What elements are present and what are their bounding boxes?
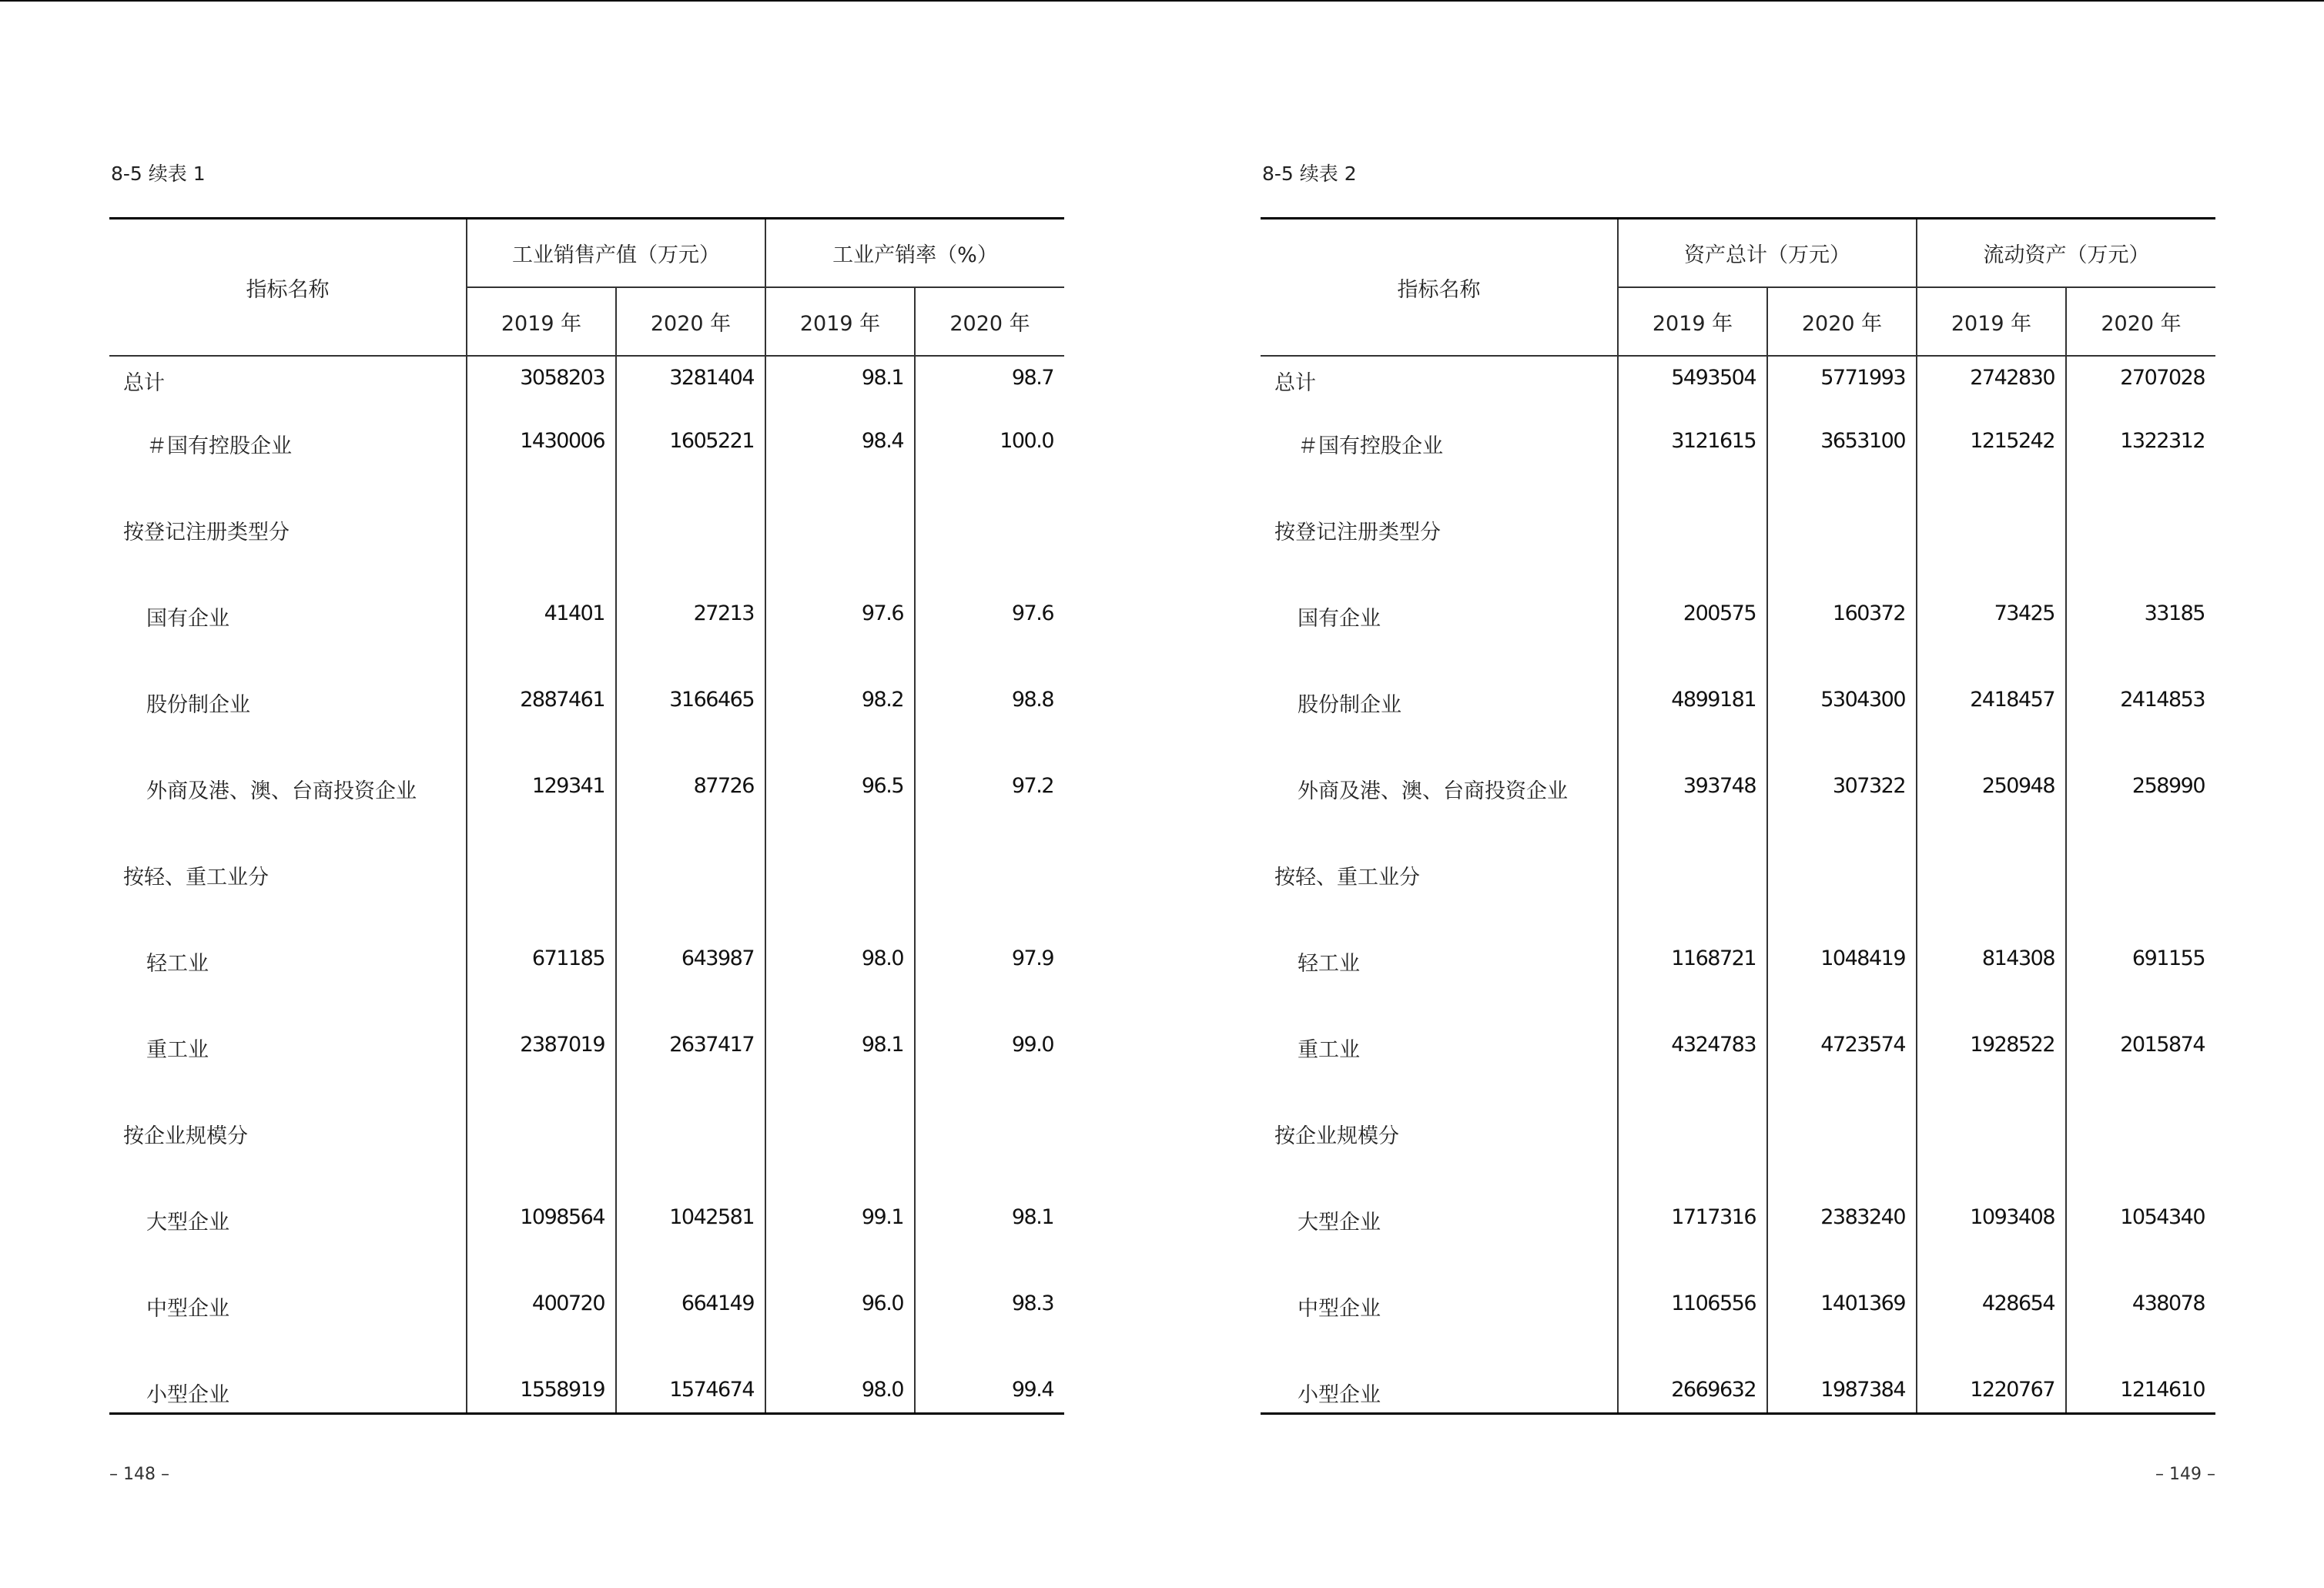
table-cell [616,492,765,578]
table-row [109,1355,1064,1413]
table-cell: 2669632 [1618,1355,1767,1413]
table-cell: 400720 [467,1268,616,1355]
table-row [109,1010,1064,1096]
page-148 [109,0,1064,1588]
table-cell [467,492,616,578]
table-cell: 2707028 [2066,356,2215,406]
table-cell: 1042581 [616,1182,765,1268]
row-label: 重工业 [1298,1038,1360,1062]
table-cell: 250948 [1917,751,2066,837]
column-group-header: 工业产销率（%） [765,219,1064,288]
row-label: 大型企业 [1298,1211,1381,1235]
statistics-table [1261,217,2215,1415]
table-cell: 200575 [1618,578,1767,665]
table-cell: 27213 [616,578,765,665]
table-title: 8-5 续表 2 [1262,162,1357,185]
table-cell: 428654 [1917,1268,2066,1355]
table-cell [2066,837,2215,923]
table-cell: 98.0 [765,923,915,1010]
table-cell: 1605221 [616,406,765,492]
table-row [109,578,1064,665]
table-cell: 98.1 [765,356,915,406]
row-label: 轻工业 [146,952,209,976]
table-cell: 2637417 [616,1010,765,1096]
table-row [1261,923,2215,1010]
year-header: 2019 年 [467,287,616,356]
row-label: 大型企业 [146,1211,229,1235]
table-cell: 98.3 [915,1268,1064,1355]
page-number: – 148 – [109,1465,169,1484]
table-row [109,356,1064,406]
table-cell: 1098564 [467,1182,616,1268]
table-cell [1618,492,1767,578]
table-cell: 2887461 [467,665,616,751]
section-label: 按轻、重工业分 [123,866,269,889]
statistics-table [109,217,1064,1415]
table-cell [1618,837,1767,923]
table-row [1261,578,2215,665]
table-cell [765,837,915,923]
table-cell [915,492,1064,578]
row-label: 国有企业 [1298,607,1381,631]
table-row [1261,492,2215,578]
table-cell: 98.4 [765,406,915,492]
table-cell: 307322 [1767,751,1917,837]
table-cell: 98.1 [765,1010,915,1096]
table-cell: 97.9 [915,923,1064,1010]
table-cell: 1168721 [1618,923,1767,1010]
table-cell: 643987 [616,923,765,1010]
year-header: 2020 年 [1767,287,1917,356]
table-cell: 1093408 [1917,1182,2066,1268]
row-label: 股份制企业 [1298,693,1401,717]
table-title: 8-5 续表 1 [111,162,206,185]
section-label: 按企业规模分 [123,1124,248,1148]
row-label: 重工业 [146,1038,209,1062]
table-cell: 98.2 [765,665,915,751]
row-label: 总计 [123,371,165,395]
table-row [109,923,1064,1010]
row-label: 外商及港、澳、台商投资企业 [1298,779,1568,803]
table-row [1261,406,2215,492]
table-cell: 4899181 [1618,665,1767,751]
table-cell: 1054340 [2066,1182,2215,1268]
table-cell: 160372 [1767,578,1917,665]
table-cell [1917,1096,2066,1182]
table-row [1261,1355,2215,1413]
row-label: 轻工业 [1298,952,1360,976]
page-number: – 149 – [2155,1465,2215,1484]
column-group-header: 流动资产（万元） [1917,219,2215,288]
table-cell: 129341 [467,751,616,837]
table-cell: 1220767 [1917,1355,2066,1413]
table-cell: 3121615 [1618,406,1767,492]
section-label: 按企业规模分 [1274,1124,1399,1148]
table-cell: 97.6 [915,578,1064,665]
table-row [109,1182,1064,1268]
table-cell: 814308 [1917,923,2066,1010]
table-row [109,665,1064,751]
table-cell [915,1096,1064,1182]
year-header: 2020 年 [616,287,765,356]
table-cell: 2015874 [2066,1010,2215,1096]
table-cell: 99.4 [915,1355,1064,1413]
year-header: 2019 年 [1917,287,2066,356]
table-cell: 393748 [1618,751,1767,837]
table-cell: 2387019 [467,1010,616,1096]
year-header: 2019 年 [1618,287,1767,356]
table-cell: 97.2 [915,751,1064,837]
column-header-name: 指标名称 [1261,219,1618,357]
table-cell: 1401369 [1767,1268,1917,1355]
table-cell [1767,492,1917,578]
table-cell: 1574674 [616,1355,765,1413]
table-cell [2066,492,2215,578]
table-cell [1917,837,2066,923]
row-label: 股份制企业 [146,693,250,717]
table-row [1261,356,2215,406]
year-header: 2020 年 [2066,287,2215,356]
table-cell: 96.5 [765,751,915,837]
row-label: 外商及港、澳、台商投资企业 [146,779,417,803]
table-row [1261,751,2215,837]
section-label: 按登记注册类型分 [123,521,290,544]
table-cell: 2383240 [1767,1182,1917,1268]
table-cell [616,837,765,923]
table-cell: 2742830 [1917,356,2066,406]
table-cell: 98.8 [915,665,1064,751]
table-cell [915,837,1064,923]
table-cell: 3653100 [1767,406,1917,492]
table-cell: 33185 [2066,578,2215,665]
table-cell: 41401 [467,578,616,665]
table-row [109,492,1064,578]
table-cell: 98.1 [915,1182,1064,1268]
table-cell: 5493504 [1618,356,1767,406]
table-cell: 5771993 [1767,356,1917,406]
table-row [109,837,1064,923]
table-cell: 1106556 [1618,1268,1767,1355]
column-header-name: 指标名称 [109,219,467,357]
table-cell: 98.0 [765,1355,915,1413]
page-149 [1261,0,2215,1588]
table-row [1261,837,2215,923]
table-cell: 97.6 [765,578,915,665]
table-cell: 96.0 [765,1268,915,1355]
table-cell: 1430006 [467,406,616,492]
table-cell [2066,1096,2215,1182]
table-cell: 438078 [2066,1268,2215,1355]
row-label: 中型企业 [1298,1297,1381,1321]
row-label: 小型企业 [146,1383,229,1407]
table-row [1261,1010,2215,1096]
table-cell: 258990 [2066,751,2215,837]
table-cell: 100.0 [915,406,1064,492]
table-cell [616,1096,765,1182]
table-cell: 1987384 [1767,1355,1917,1413]
table-cell: 2418457 [1917,665,2066,751]
table-cell: 99.0 [915,1010,1064,1096]
table-cell: 1048419 [1767,923,1917,1010]
table-row [1261,665,2215,751]
table-cell [1917,492,2066,578]
row-label: ＃国有控股企业 [1298,434,1443,458]
row-label: 国有企业 [146,607,229,631]
table-cell: 98.7 [915,356,1064,406]
table-cell [1767,837,1917,923]
table-row [109,751,1064,837]
column-group-header: 资产总计（万元） [1618,219,1917,288]
table-cell: 664149 [616,1268,765,1355]
row-label: ＃国有控股企业 [146,434,292,458]
table-cell: 671185 [467,923,616,1010]
table-cell: 4324783 [1618,1010,1767,1096]
table-row [109,1268,1064,1355]
table-cell [765,1096,915,1182]
table-cell: 99.1 [765,1182,915,1268]
year-header: 2020 年 [915,287,1064,356]
table-cell: 3166465 [616,665,765,751]
table-cell: 1928522 [1917,1010,2066,1096]
section-label: 按登记注册类型分 [1274,521,1441,544]
table-cell: 2414853 [2066,665,2215,751]
table-cell: 73425 [1917,578,2066,665]
table-cell: 3281404 [616,356,765,406]
row-label: 中型企业 [146,1297,229,1321]
table-cell: 1214610 [2066,1355,2215,1413]
table-cell [1767,1096,1917,1182]
table-row [109,1096,1064,1182]
year-header: 2019 年 [765,287,915,356]
column-group-header: 工业销售产值（万元） [467,219,765,288]
table-cell: 691155 [2066,923,2215,1010]
table-row [1261,1182,2215,1268]
table-cell: 1322312 [2066,406,2215,492]
table-cell: 5304300 [1767,665,1917,751]
table-cell: 1717316 [1618,1182,1767,1268]
table-cell: 87726 [616,751,765,837]
row-label: 小型企业 [1298,1383,1381,1407]
table-row [1261,1096,2215,1182]
table-cell: 1558919 [467,1355,616,1413]
table-cell [765,492,915,578]
table-cell: 3058203 [467,356,616,406]
row-label: 总计 [1274,371,1316,395]
table-cell [467,1096,616,1182]
section-label: 按轻、重工业分 [1274,866,1420,889]
table-row [1261,1268,2215,1355]
table-row [109,406,1064,492]
table-cell: 1215242 [1917,406,2066,492]
table-cell [1618,1096,1767,1182]
table-cell [467,837,616,923]
table-cell: 4723574 [1767,1010,1917,1096]
